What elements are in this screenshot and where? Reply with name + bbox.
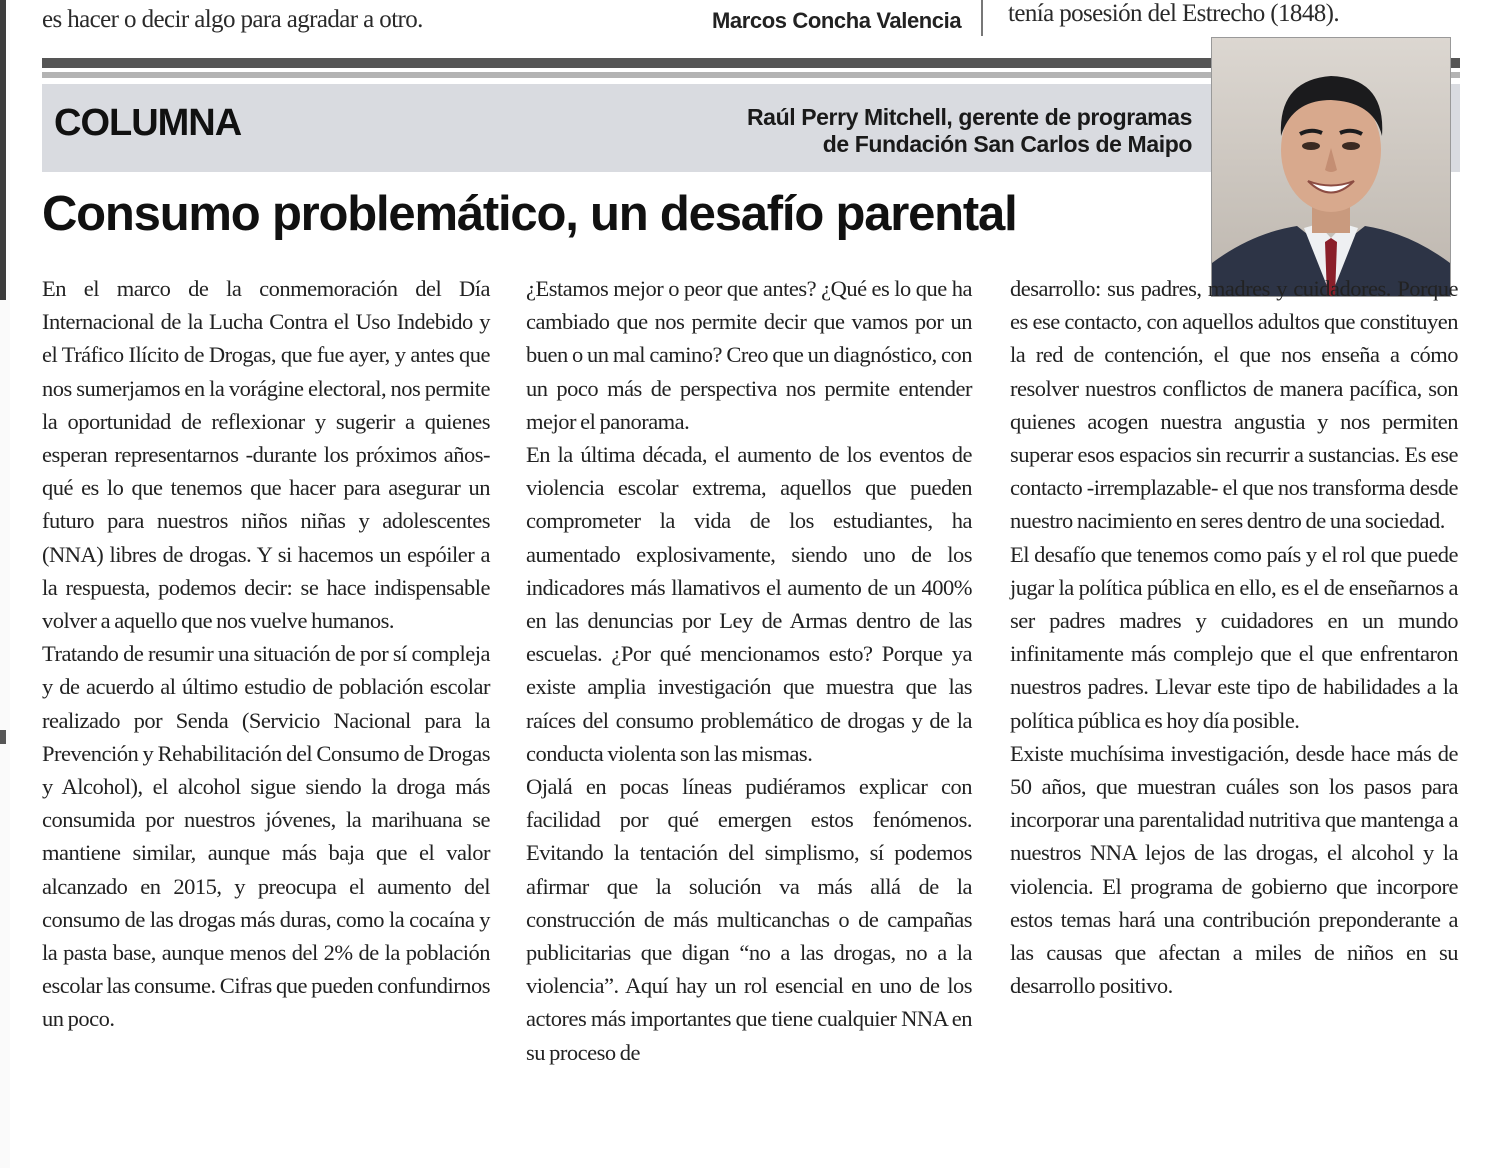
paragraph: ¿Estamos mejor o peor que antes? ¿Qué es lo que ha cambiado que nos permite decir que vamos por un buen o un mal camino? Creo que un diagnóstico, con un poco más de perspectiva nos permite entender mejor el panorama.: [526, 276, 972, 434]
previous-article-snippet: es hacer o decir algo para agradar a otro.: [42, 6, 423, 33]
paragraph: Existe muchísima investigación, desde hace más de 50 años, que muestran cuáles son los pasos para incorporar una parentalidad nutritiva que mantenga a nuestros NNA lejos de las drogas, el alcohol y la violencia. El programa de gobierno que incorpore estos temas hará una contribución preponderante a las causas que afectan a miles de niños en su desarrollo positivo.: [1010, 740, 1458, 999]
page-edge-strip: [0, 0, 10, 1168]
column-divider: [981, 0, 983, 36]
author-photo: [1211, 37, 1451, 297]
edge-mark: [0, 0, 6, 300]
adjacent-article-snippet: tenía posesión del Estrecho (1848).: [1008, 0, 1339, 27]
previous-article-author: Marcos Concha Valencia: [712, 8, 962, 33]
paragraph: desarrollo: sus padres, madres y cuidadores. Porque es ese contacto, con aquellos adultos que constituyen la red de contención, el que nos enseña a cómo resolver nuestros conflictos de manera pacífica, son quienes acogen nuestra angustia y nos permiten superar esos espacios sin recurrir a sustancias. Es ese contacto -irremplazable- el que nos transforma desde nuestro nacimiento en seres dentro de una sociedad.: [1010, 276, 1458, 534]
paragraph: En el marco de la conmemoración del Día Internacional de la Lucha Contra el Uso Indebido y el Tráfico Ilícito de Drogas, que fue ayer, y antes que nos sumerjamos en la vorágine electoral, nos permite la oportunidad de reflexionar y sugerir a quienes esperan representarnos -durante los próximos años- qué es lo que tenemos que hacer para asegurar un futuro para nuestros niños niñas y adolescentes (NNA) libres de drogas. Y si hacemos un espóiler a la respuesta, podemos decir: se hace indispensable volver a aquello que nos vuelve humanos.: [42, 276, 490, 634]
byline-name: Raúl Perry Mitchell, gerente de programas: [746, 104, 1192, 130]
edge-mark: [0, 730, 6, 744]
text-column-3: [1010, 272, 1458, 1002]
byline: [747, 104, 1192, 158]
paragraph: Ojalá en pocas líneas pudiéramos explicar con facilidad por qué emergen estos fenómenos. Evitando la tentación del simplismo, sí podemos afirmar que la solución va más allá de la construcción de más multicanchas o de campañas publicitarias que digan “no a las drogas, no a la violencia”. Aquí hay un rol esencial en uno de los actores más importantes que tiene cualquier NNA en su proceso de: [526, 774, 972, 1065]
article-headline: Consumo problemático, un desafío parental: [42, 187, 1017, 241]
text-column-2: [526, 272, 972, 1069]
byline-affiliation: de Fundación San Carlos de Maipo: [822, 131, 1192, 157]
paragraph: El desafío que tenemos como país y el rol que puede jugar la política pública en ello, es el de enseñarnos a ser padres madres y cuidadores en un mundo infinitamente más complejo que el que enfrentaron nuestros padres. Llevar este tipo de habilidades a la política pública es hoy día posible.: [1010, 541, 1458, 733]
section-label: COLUMNA: [54, 102, 242, 144]
text-column-1: [42, 272, 490, 1036]
paragraph: En la última década, el aumento de los eventos de violencia escolar extrema, aquellos que pueden comprometer la vida de los estudiantes, ha aumentado explosivamente, siendo uno de los indicadores más llamativos el aumento de un 400% en las denuncias por Ley de Armas dentro de las escuelas. ¿Por qué mencionamos esto? Porque ya existe amplia investigación que muestra que las raíces del consumo problemático de drogas y de la conducta violenta son las mismas.: [526, 442, 972, 766]
paragraph: Tratando de resumir una situación de por sí compleja y de acuerdo al último estudio de población escolar realizado por Senda (Servicio Nacional para la Prevención y Rehabilitación del Consumo de Drogas y Alcohol), el alcohol sigue siendo la droga más consumida por nuestros jóvenes, la marihuana se mantiene similar, aunque más baja que el valor alcanzado en 2015, y preocupa el aumento del consumo de las drogas más duras, como la cocaína y la pasta base, aunque menos del 2% de la población escolar las consume. Cifras que pueden confundirnos un poco.: [42, 641, 490, 1032]
